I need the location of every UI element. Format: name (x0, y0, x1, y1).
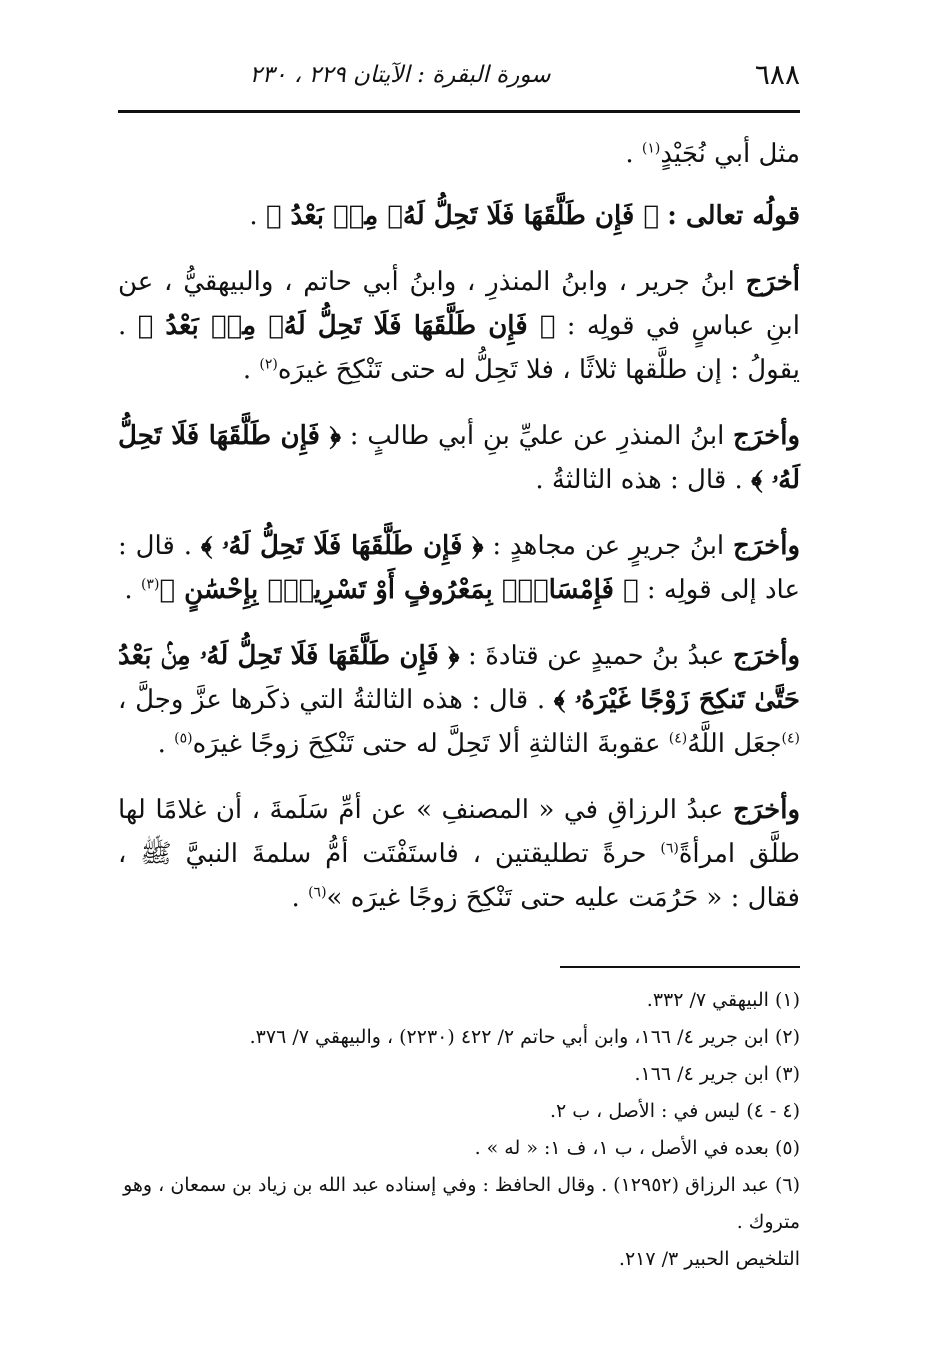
footnote-marker: (١) (641, 140, 661, 157)
lead-word: وأخرَج (733, 531, 800, 561)
paragraph: وأخرَج عبدُ الرزاقِ في « المصنفِ » عن أمِّ سَلَمةَ ، أن غلامًا لها طلَّق امرأةً$^{(٦)}$ حرةً تطليقتين ، فاستَفْتَت أمُّ سلمةَ النبيَّ ﷺ ، فقال : « حَرُمَت عليه حتى تَنْكِحَ زوجًا غيرَه »$^{(٦)}$ . (118, 795, 801, 913)
footnote-separator (560, 966, 800, 968)
footnote-marker: (٣) (140, 576, 160, 593)
paragraph: مثل أبي نُجَيْدٍ$^{(١)}$ . (625, 139, 800, 169)
footnote-marker: (٢) (259, 356, 278, 373)
lead-word: وأخرَج (733, 795, 800, 825)
quran-verse: ﴿ فَإِن طَلَّقَهَا فَلَا تَحِلُّ لَهُۥ مِنۢ بَعْدُ ﴾ (137, 311, 556, 341)
footnote: (٣) ابن جرير ٤/ ١٦٦. (634, 1063, 800, 1085)
quran-verse: ﴿ فَإِن طَلَّقَهَا فَلَا تَحِلُّ لَهُۥ مِنۢ بَعْدُ حَتَّىٰ تَنكِحَ زَوْجًا غَيْرَهُۥ ﴾ (118, 641, 800, 715)
page-header (120, 58, 800, 98)
lead-word: أخرَج (745, 267, 800, 297)
page-number: ٦٨٨ (754, 58, 800, 91)
lead-word: وأخرَج (733, 641, 800, 671)
footnote-marker: (٤) (781, 730, 800, 747)
footnote: (٢) ابن جرير ٤/ ١٦٦، وابن أبي حاتم ٢/ ٤٢٢ (٢٢٣٠) ، والبيهقي ٧/ ٣٧٦. (249, 1026, 800, 1048)
paragraph: أخرَج ابنُ جرير ، وابنُ المنذرِ ، وابنُ أبي حاتم ، والبيهقيُّ ، عن ابنِ عباسٍ في قولِه : ﴿ فَإِن طَلَّقَهَا فَلَا تَحِلُّ لَهُۥ مِنۢ بَعْدُ ﴾ . يقولُ : إن طلَّقها ثلاثًا ، فلا تَحِلُّ له حتى تَنْكِحَ غيرَه$^{(٢)}$ . (118, 267, 801, 385)
paragraph: وأخرَج ابنُ جريرٍ عن مجاهدٍ : ﴿ فَإِن طَلَّقَهَا فَلَا تَحِلُّ لَهُۥ ﴾ . قال : عاد إلى قولِه : ﴿ فَإِمْسَاكٌۢ بِمَعْرُوفٍ أَوْ تَسْرِيحٌۢ بِإِحْسَٰنٍ ﴾$^{(٣)}$ . (118, 531, 800, 605)
footnote: (١) البيهقي ٧/ ٣٣٢. (646, 989, 800, 1011)
paragraph: قولُه تعالى : ﴿ فَإِن طَلَّقَهَا فَلَا تَحِلُّ لَهُۥ مِنۢ بَعْدُ ﴾ . (249, 201, 800, 231)
footnote-marker: (٥) (174, 730, 193, 747)
footnote: (٥) بعده في الأصل ، ب ١، ف ١: « له » . (474, 1137, 800, 1159)
quran-verse: ﴿ فَإِن طَلَّقَهَا فَلَا تَحِلُّ لَهُۥ ﴾ (118, 421, 800, 495)
quran-verse: ﴿ فَإِمْسَاكٌۢ بِمَعْرُوفٍ أَوْ تَسْرِيحٌۢ بِإِحْسَٰنٍ ﴾ (159, 575, 639, 605)
quran-verse: ﴿ فَإِن طَلَّقَهَا فَلَا تَحِلُّ لَهُۥ ﴾ (200, 531, 484, 561)
footnote: (٦) عبد الرزاق (١٢٩٥٢) . وقال الحافظ : وفي إسناده عبد الله بن زياد بن سمعان ، وهو متروك . (123, 1174, 800, 1233)
footnotes (118, 982, 800, 1278)
main-text (118, 132, 800, 942)
section-heading: قولُه تعالى : (667, 201, 800, 231)
footnote-marker: (٦) (308, 884, 327, 901)
footnote: التلخيص الحبير ٣/ ٢١٧. (618, 1248, 800, 1270)
running-title: سورة البقرة : الآيتان ٢٢٩ ، ٢٣٠ (249, 62, 551, 88)
footnote: (٤ - ٤) ليس في : الأصل ، ب ٢. (549, 1100, 800, 1122)
footnote-marker: (٤) (668, 730, 688, 747)
paragraph: وأخرَج ابنُ المنذرِ عن عليِّ بنِ أبي طالبٍ : ﴿ فَإِن طَلَّقَهَا فَلَا تَحِلُّ لَهُۥ ﴾ . قال : هذه الثالثةُ . (118, 421, 800, 495)
quran-verse: ﴿ فَإِن طَلَّقَهَا فَلَا تَحِلُّ لَهُۥ مِنۢ بَعْدُ ﴾ (265, 201, 660, 231)
header-rule (118, 110, 800, 113)
lead-word: وأخرَج (733, 421, 800, 451)
footnote-marker: (٦) (660, 840, 679, 857)
paragraph: وأخرَج عبدُ بنُ حميدٍ عن قتادةَ : ﴿ فَإِن طَلَّقَهَا فَلَا تَحِلُّ لَهُۥ مِنۢ بَعْدُ حَتَّىٰ تَنكِحَ زَوْجًا غَيْرَهُۥ ﴾ . قال : هذه الثالثةُ التي ذكَرها عزَّ وجلَّ ، $^{(٤)}$جعَل اللَّهُ$^{(٤)}$ عقوبةَ الثالثةِ ألا تَحِلَّ له حتى تَنْكِحَ زوجًا غيرَه$^{(٥)}$ . (118, 641, 800, 759)
